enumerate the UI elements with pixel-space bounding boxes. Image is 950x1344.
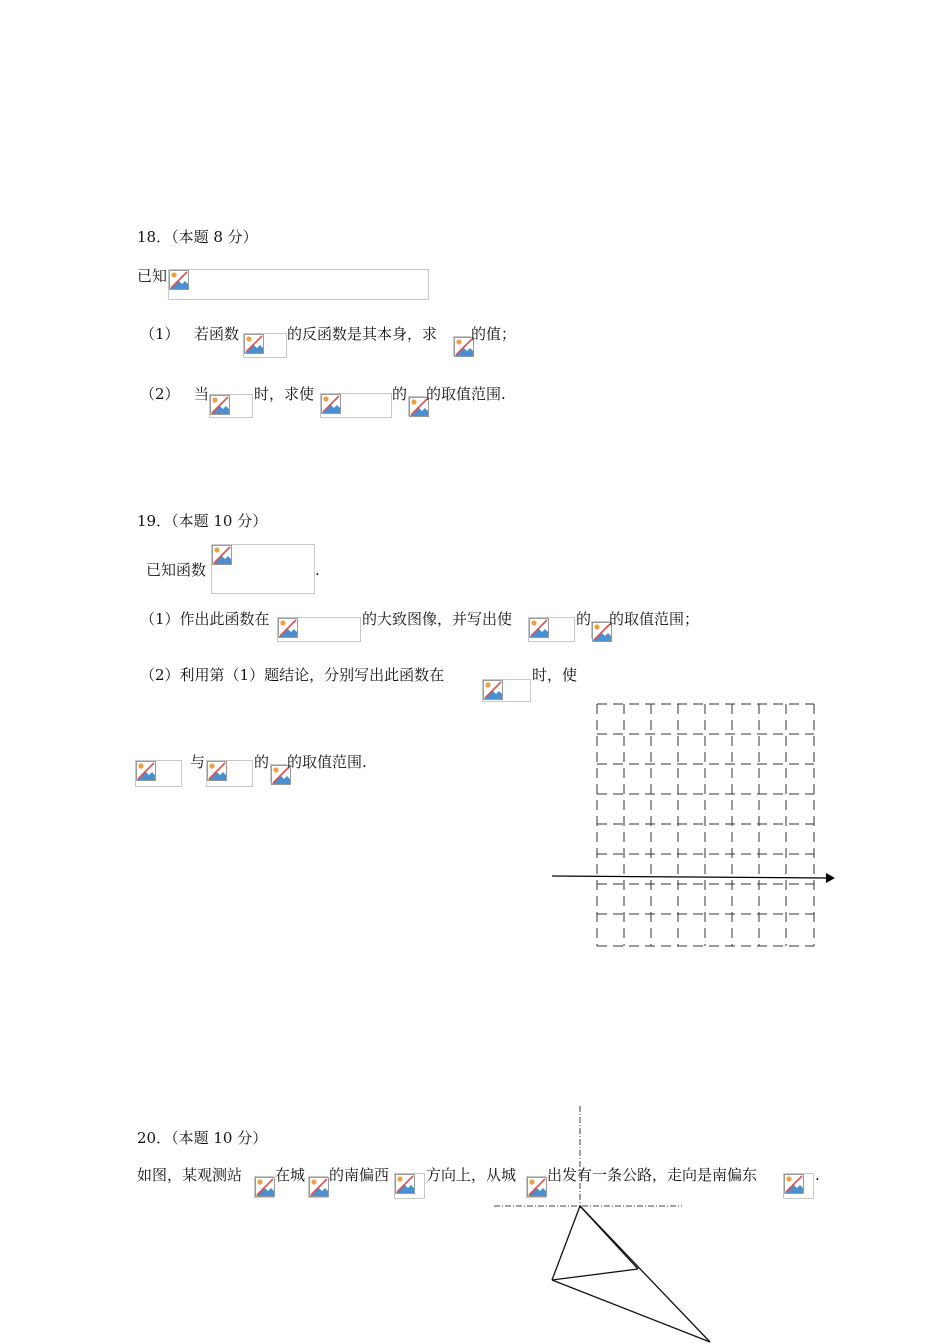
q19-part2-text: 与: [190, 753, 206, 771]
formula-image-icon: [211, 544, 315, 594]
formula-image-icon: [783, 1173, 814, 1199]
bearing-diagram: [480, 1100, 730, 1344]
q19-part2-text: （2）利用第（1）题结论，分别写出此函数在: [140, 666, 445, 684]
q20-heading: 20．（本题 10 分）: [137, 1129, 268, 1147]
q18-part1-text: 的值；: [471, 325, 517, 343]
formula-image-icon: [528, 617, 575, 642]
formula-image-icon: [394, 1173, 425, 1199]
q18-part1-text: 若函数: [194, 325, 240, 343]
q18-part2-text: 时，求使: [254, 385, 315, 403]
q18-part2-text: 的: [392, 385, 408, 403]
q18-part2-text: 的取值范围.: [426, 385, 506, 403]
q18-part2-number: （2）: [140, 385, 180, 403]
q19-part1-text: （1）作出此函数在: [140, 610, 270, 628]
q20-text: .: [815, 1166, 820, 1184]
q19-part2-text: 时，使: [532, 666, 578, 684]
q19-heading: 19．（本题 10 分）: [137, 512, 268, 530]
formula-image-icon: [270, 764, 287, 783]
q20-text: 的南偏西: [329, 1166, 390, 1184]
x-axis-arrow: [826, 873, 835, 883]
formula-image-icon: [168, 269, 429, 300]
formula-image-icon: [408, 396, 426, 416]
q19-given-label: 已知函数: [146, 561, 207, 579]
formula-image-icon: [243, 333, 287, 358]
formula-image-icon: [453, 336, 471, 356]
q18-part1-number: （1）: [140, 325, 180, 343]
q20-text: 方向上，从城: [426, 1166, 517, 1184]
coordinate-grid: [548, 700, 848, 952]
formula-image-icon: [308, 1176, 328, 1198]
formula-image-icon: [277, 617, 361, 642]
q19-given-end: .: [315, 561, 320, 579]
q18-part1-text: 的反函数是其本身，求: [287, 325, 438, 343]
q19-part2-text: 的取值范围.: [287, 753, 367, 771]
formula-image-icon: [482, 679, 531, 702]
q19-part2-text: 的: [254, 753, 270, 771]
q19-part1-text: 的: [576, 610, 592, 628]
formula-image-icon: [591, 621, 609, 639]
formula-image-icon: [206, 760, 253, 787]
formula-image-icon: [254, 1176, 274, 1198]
q19-part1-text: 的大致图像，并写出使: [362, 610, 513, 628]
formula-image-icon: [320, 393, 392, 418]
q20-text: 出发有一条公路，走向是南偏东: [547, 1166, 758, 1184]
x-axis: [552, 876, 828, 878]
q18-heading: 18．（本题 8 分）: [137, 228, 258, 246]
q20-text: 在城: [275, 1166, 306, 1184]
formula-image-icon: [209, 394, 253, 418]
q18-part2-text: 当: [194, 385, 210, 403]
q18-given-label: 已知: [137, 267, 168, 285]
formula-image-icon: [135, 760, 182, 787]
q19-part1-text: 的取值范围；: [609, 610, 700, 628]
q20-text: 如图，某观测站: [137, 1166, 243, 1184]
